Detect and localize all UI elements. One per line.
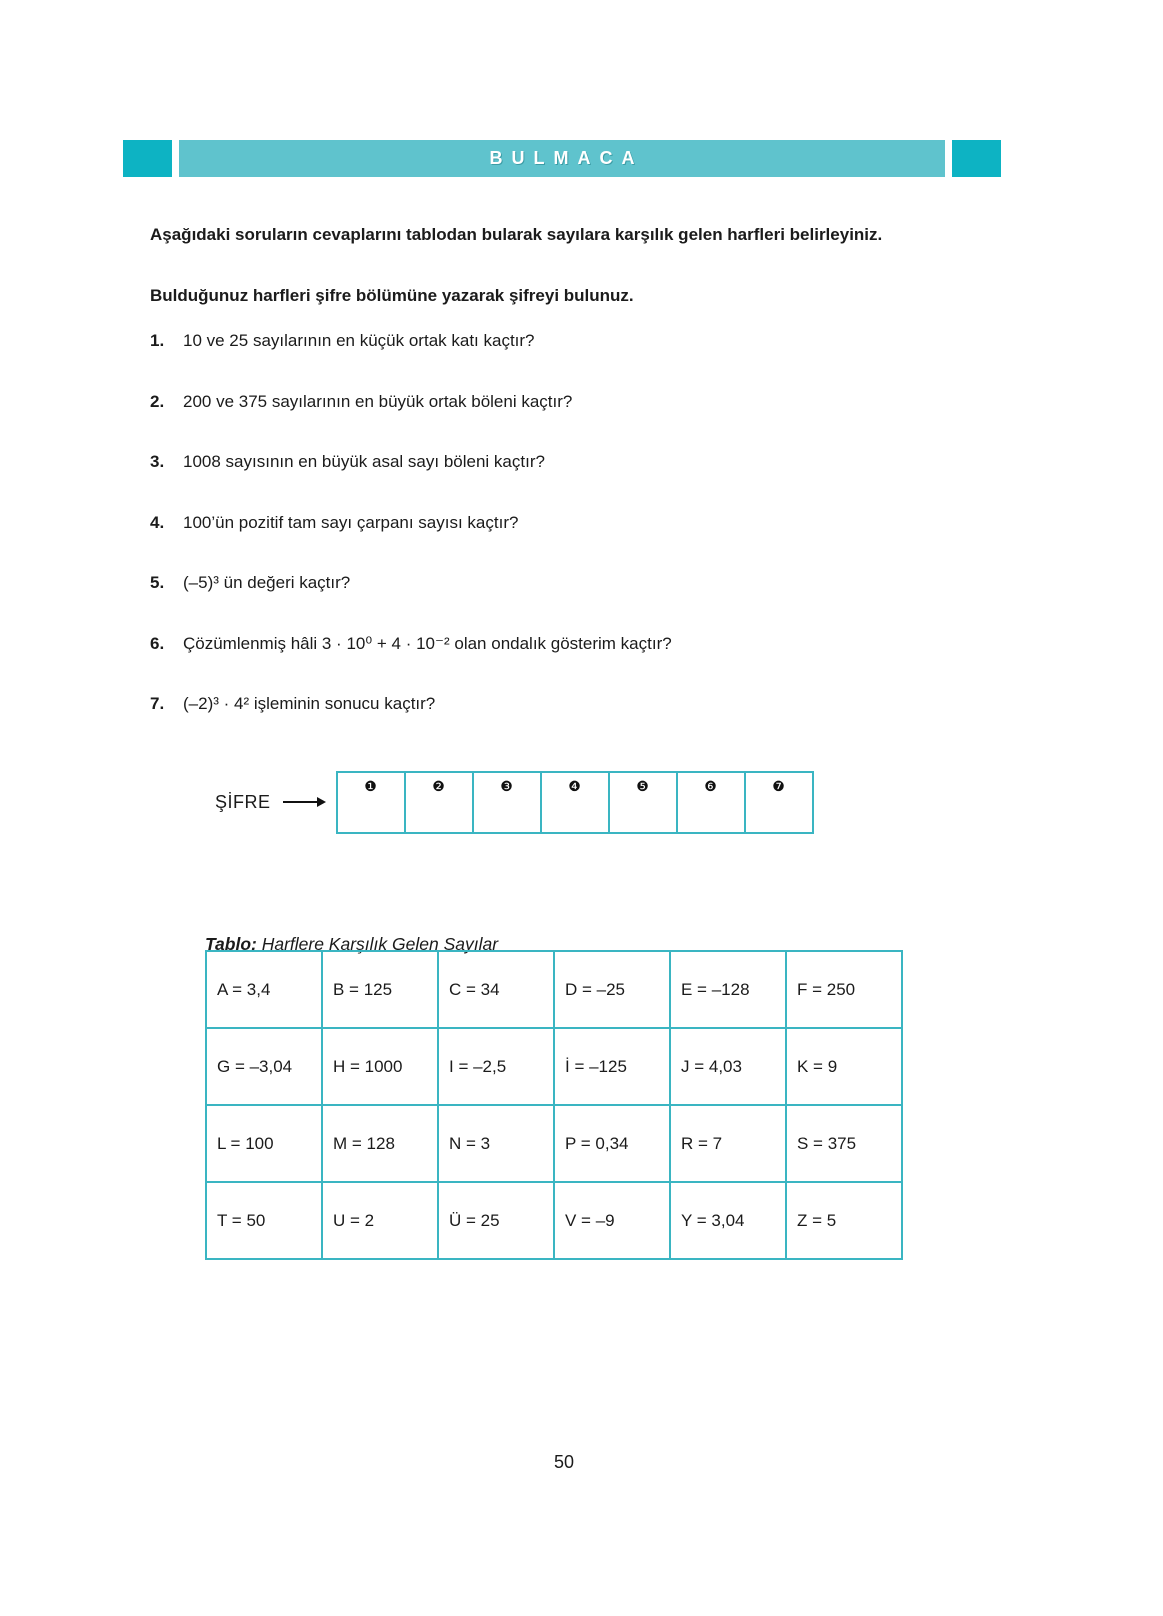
arrow-line xyxy=(283,801,317,803)
cipher-cell-3 xyxy=(472,773,540,832)
table-cell-D: D = –25 xyxy=(554,951,670,1028)
table-cell-J: J = 4,03 xyxy=(670,1028,786,1105)
table-row-1 xyxy=(206,951,902,1028)
cipher-label: ŞİFRE xyxy=(215,791,271,812)
table-row-2 xyxy=(206,1028,902,1105)
question-number: 5. xyxy=(150,573,165,592)
table-cell-Y: Y = 3,04 xyxy=(670,1182,786,1259)
question-number: 2. xyxy=(150,391,165,411)
circled-number-2: ❷ xyxy=(432,777,445,794)
table-cell-G: G = –3,04 xyxy=(206,1028,322,1105)
header-right-square xyxy=(952,140,1001,177)
question-text: (–2)³ · 4² işleminin sonucu kaçtır? xyxy=(183,694,436,713)
circled-number-3: ❸ xyxy=(500,777,513,794)
question-text: 1008 sayısının en büyük asal sayı böleni kaçtır? xyxy=(183,452,545,471)
table-cell-P: P = 0,34 xyxy=(554,1105,670,1182)
table-cell-L: L = 100 xyxy=(206,1105,322,1182)
letters-table xyxy=(205,950,903,1260)
table-cell-T: T = 50 xyxy=(206,1182,322,1259)
question-text: 10 ve 25 sayılarının en küçük ortak katı kaçtır? xyxy=(183,331,535,350)
question-number: 6. xyxy=(150,633,165,653)
question-text: (–5)³ ün değeri kaçtır? xyxy=(183,573,351,592)
header-title-bar xyxy=(179,140,945,177)
table-cell-H: H = 1000 xyxy=(322,1028,438,1105)
cipher-cell-6 xyxy=(676,773,744,832)
table-cell-Udia: Ü = 25 xyxy=(438,1182,554,1259)
question-item-5 xyxy=(150,572,1063,594)
intro-line-1: Aşağıdaki soruların cevaplarını tablodan bularak sayılara karşılık gelen harfleri belirleyiniz. xyxy=(150,225,883,244)
table-cell-N: N = 3 xyxy=(438,1105,554,1182)
page-number: 50 xyxy=(553,1452,575,1472)
cipher-section xyxy=(215,773,814,831)
question-item-1 xyxy=(150,330,1063,352)
header-band xyxy=(123,140,1001,177)
table-cell-U: U = 2 xyxy=(322,1182,438,1259)
table-cell-I: I = –2,5 xyxy=(438,1028,554,1105)
question-number: 3. xyxy=(150,452,165,471)
question-item-7 xyxy=(150,693,1063,715)
page-title: BULMACA xyxy=(489,148,644,168)
arrow-head xyxy=(317,797,326,807)
cipher-cell-5 xyxy=(608,773,676,832)
question-list xyxy=(150,330,1063,754)
intro-line-2: Bulduğunuz harfleri şifre bölümüne yazarak şifreyi bulunuz. xyxy=(150,286,634,305)
table-cell-R: R = 7 xyxy=(670,1105,786,1182)
question-item-4 xyxy=(150,512,1063,534)
table-caption-label: Tablo: xyxy=(205,933,257,954)
question-number: 4. xyxy=(150,512,165,532)
arrow-right-icon xyxy=(283,797,326,807)
cipher-cell-7 xyxy=(744,773,812,832)
cipher-boxes xyxy=(336,771,814,834)
question-text: Çözümlenmiş hâli 3 · 10⁰ + 4 · 10⁻² olan ondalık gösterim kaçtır? xyxy=(183,633,672,653)
table-cell-Idot: İ = –125 xyxy=(554,1028,670,1105)
question-item-3 xyxy=(150,451,1063,473)
circled-number-5: ❺ xyxy=(636,777,649,794)
cipher-cell-4 xyxy=(540,773,608,832)
table-cell-Z: Z = 5 xyxy=(786,1182,902,1259)
circled-number-1: ❶ xyxy=(364,777,377,794)
table-cell-M: M = 128 xyxy=(322,1105,438,1182)
cipher-cell-2 xyxy=(404,773,472,832)
table-cell-E: E = –128 xyxy=(670,951,786,1028)
question-number: 7. xyxy=(150,694,165,713)
table-caption-text: Harflere Karşılık Gelen Sayılar xyxy=(256,933,499,954)
table-cell-F: F = 250 xyxy=(786,951,902,1028)
circled-number-4: ❹ xyxy=(568,777,581,794)
question-item-2 xyxy=(150,391,1063,413)
question-text: 100’ün pozitif tam sayı çarpanı sayısı kaçtır? xyxy=(183,512,519,532)
table-cell-C: C = 34 xyxy=(438,951,554,1028)
table-cell-K: K = 9 xyxy=(786,1028,902,1105)
table-cell-A: A = 3,4 xyxy=(206,951,322,1028)
header-left-square xyxy=(123,140,172,177)
table-cell-S: S = 375 xyxy=(786,1105,902,1182)
circled-number-6: ❻ xyxy=(704,777,717,794)
question-item-6 xyxy=(150,633,1063,655)
cipher-cell-1 xyxy=(338,773,404,832)
table-row-4 xyxy=(206,1182,902,1259)
table-row-3 xyxy=(206,1105,902,1182)
question-text: 200 ve 375 sayılarının en büyük ortak böleni kaçtır? xyxy=(183,391,573,411)
table-cell-B: B = 125 xyxy=(322,951,438,1028)
circled-number-7: ❼ xyxy=(772,777,785,794)
table-cell-V: V = –9 xyxy=(554,1182,670,1259)
question-number: 1. xyxy=(150,331,165,350)
